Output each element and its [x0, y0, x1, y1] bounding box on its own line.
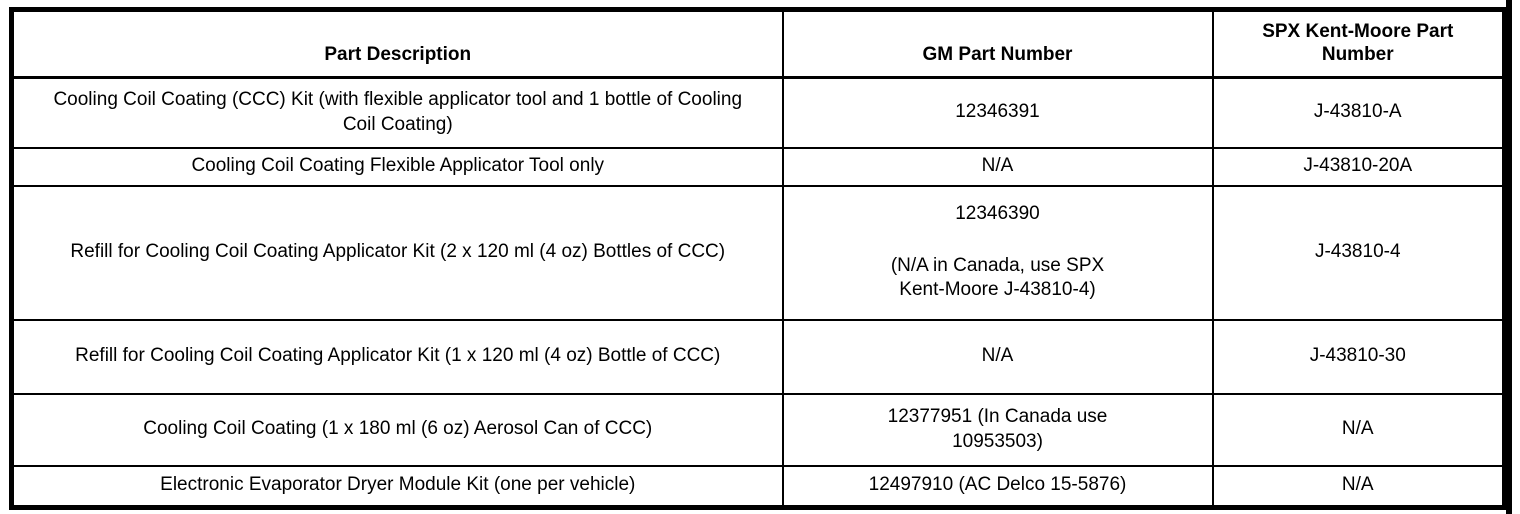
spx-part-number-cell: J-43810-A: [1213, 78, 1505, 148]
part-description-cell: Cooling Coil Coating (CCC) Kit (with flexible applicator tool and 1 bottle of Cooling Coil Coating): [12, 78, 783, 148]
spx-part-number-cell: J-43810-20A: [1213, 148, 1505, 186]
parts-table: [9, 7, 1507, 510]
table-row: [12, 320, 1505, 394]
part-description-cell: Cooling Coil Coating Flexible Applicator Tool only: [12, 148, 783, 186]
spx-part-number-cell: N/A: [1213, 466, 1505, 508]
table-row: [12, 78, 1505, 148]
header-gm-part-number: GM Part Number: [783, 10, 1213, 78]
gm-part-number-cell: 12346391: [783, 78, 1213, 148]
spx-part-number-cell: N/A: [1213, 394, 1505, 466]
spx-part-number-cell: J-43810-30: [1213, 320, 1505, 394]
gm-part-number-cell: N/A: [783, 320, 1213, 394]
gm-part-number-value: 12346390: [955, 202, 1040, 224]
gm-part-number-cell: 12497910 (AC Delco 15-5876): [783, 466, 1213, 508]
header-part-description: Part Description: [12, 10, 783, 78]
spx-part-number-cell: J-43810-4: [1213, 186, 1505, 320]
gm-cell-spacer: [792, 227, 1204, 254]
gm-part-number-note: (N/A in Canada, use SPX Kent-Moore J-43810-4): [890, 254, 1105, 301]
gm-part-number-value: 12377951 (In Canada use 10953503): [887, 405, 1108, 452]
table-row: [12, 148, 1505, 186]
part-description-cell: Refill for Cooling Coil Coating Applicator Kit (1 x 120 ml (4 oz) Bottle of CCC): [12, 320, 783, 394]
table-row: [12, 466, 1505, 508]
header-spx-kent-moore-part-number: SPX Kent-Moore Part Number: [1213, 10, 1505, 78]
table-row: [12, 394, 1505, 466]
gm-part-number-cell: [783, 186, 1213, 320]
page-right-border-bar: [1506, 0, 1512, 514]
part-description-cell: Refill for Cooling Coil Coating Applicator Kit (2 x 120 ml (4 oz) Bottles of CCC): [12, 186, 783, 320]
gm-part-number-cell: [783, 394, 1213, 466]
table-header-row: [12, 10, 1505, 78]
part-description-cell: Cooling Coil Coating (1 x 180 ml (6 oz) Aerosol Can of CCC): [12, 394, 783, 466]
gm-part-number-cell: N/A: [783, 148, 1213, 186]
part-description-cell: Electronic Evaporator Dryer Module Kit (one per vehicle): [12, 466, 783, 508]
table-row: [12, 186, 1505, 320]
